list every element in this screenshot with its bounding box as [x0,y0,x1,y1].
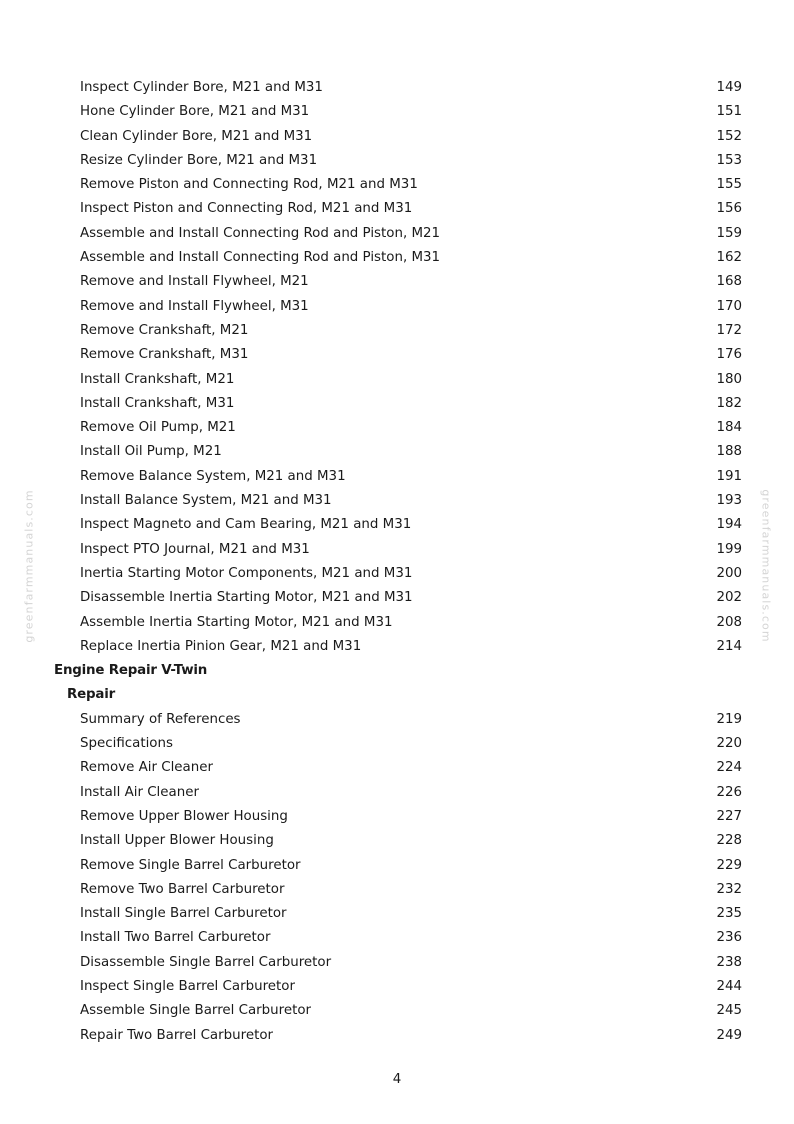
toc-entry-title: Remove Air Cleaner [80,760,213,776]
toc-entry-title: Remove Crankshaft, M31 [80,347,249,363]
toc-entry[interactable] [0,902,794,926]
watermark-right: greenfarmmanuals.com [759,489,773,643]
toc-entry[interactable] [0,1024,794,1048]
toc-entry-page-number: 227 [716,808,742,824]
toc-entry-page-number: 184 [716,420,742,436]
toc-entry-page-number: 151 [716,104,742,120]
toc-entry-title: Clean Cylinder Bore, M21 and M31 [80,128,313,144]
toc-entry-title: Install Crankshaft, M31 [80,395,235,411]
toc-entry[interactable] [0,829,794,853]
toc-entry-page-number: 226 [716,784,742,800]
toc-entry[interactable] [0,100,794,124]
toc-entry[interactable] [0,270,794,294]
toc-entry-page-number: 224 [716,760,742,776]
toc-entry-title: Remove Oil Pump, M21 [80,420,236,436]
toc-entry[interactable] [0,392,794,416]
toc-entry-title: Repair [67,687,116,703]
toc-entry-title: Remove and Install Flywheel, M21 [80,274,309,290]
toc-entry-title: Install Oil Pump, M21 [80,444,222,460]
toc-entry-page-number: 245 [716,1003,742,1019]
toc-entry-title: Inspect Magneto and Cam Bearing, M21 and M31 [80,517,412,533]
toc-entry[interactable] [0,708,794,732]
toc-entry-title: Install Crankshaft, M21 [80,371,235,387]
toc-entry-page-number: 214 [716,638,742,654]
toc-entry-page-number: 149 [716,80,742,95]
toc-entry[interactable] [0,513,794,537]
toc-entry[interactable] [0,732,794,756]
toc-entry[interactable] [0,878,794,902]
toc-section-heading [0,659,794,683]
toc-entry-title: Assemble and Install Connecting Rod and Piston, M31 [80,250,441,266]
toc-entry[interactable] [0,76,794,100]
toc-entry[interactable] [0,805,794,829]
toc-entry[interactable] [0,781,794,805]
toc-entry[interactable] [0,246,794,270]
page-number: 4 [392,1072,402,1087]
toc-entry-page-number: 238 [716,954,742,970]
toc-entry-title: Inspect Cylinder Bore, M21 and M31 [80,80,323,95]
toc-entry-page-number: 172 [716,322,742,338]
toc-entry-page-number: 170 [716,298,742,314]
toc-entry-page-number: 188 [716,444,742,460]
toc-entry-title: Inspect Piston and Connecting Rod, M21 and M31 [80,201,413,217]
toc-entry-title: Install Two Barrel Carburetor [80,930,271,946]
toc-entry[interactable] [0,295,794,319]
toc-entry-page-number: 228 [716,833,742,849]
toc-entry-title: Remove Balance System, M21 and M31 [80,468,346,484]
toc-entry[interactable] [0,465,794,489]
toc-entry[interactable] [0,125,794,149]
toc-entry-page-number: 200 [716,565,742,581]
toc-entry-page-number: 176 [716,347,742,363]
toc-entry-title: Engine Repair V-Twin [54,663,208,679]
toc-entry[interactable] [0,635,794,659]
toc-entry-page-number: 153 [716,152,742,168]
toc-entry[interactable] [0,975,794,999]
toc-entry[interactable] [0,416,794,440]
toc-entry-title: Remove and Install Flywheel, M31 [80,298,309,314]
toc-entry-title: Assemble Inertia Starting Motor, M21 and M31 [80,614,393,630]
watermark-left: greenfarmmanuals.com [22,489,36,643]
toc-entry-title: Inspect PTO Journal, M21 and M31 [80,541,310,557]
toc-entry[interactable] [0,343,794,367]
toc-entry-title: Resize Cylinder Bore, M21 and M31 [80,152,318,168]
toc-entry-title: Remove Two Barrel Carburetor [80,881,285,897]
toc-entry-title: Disassemble Single Barrel Carburetor [80,954,332,970]
toc-entry-page-number: 156 [716,201,742,217]
toc-entry[interactable] [0,149,794,173]
toc-entry[interactable] [0,926,794,950]
toc-entry-page-number: 235 [716,906,742,922]
toc-entry-page-number: 155 [716,177,742,193]
toc-entry-page-number: 168 [716,274,742,290]
toc-entry-title: Remove Piston and Connecting Rod, M21 and M31 [80,177,418,193]
toc-entry-title: Assemble Single Barrel Carburetor [80,1003,312,1019]
toc-entry[interactable] [0,538,794,562]
toc-entry[interactable] [0,999,794,1023]
toc-entry-title: Disassemble Inertia Starting Motor, M21 and M31 [80,590,413,606]
toc-entry-page-number: 232 [716,881,742,897]
toc-entry-page-number: 208 [716,614,742,630]
toc-entry-page-number: 191 [716,468,742,484]
toc-entry-title: Assemble and Install Connecting Rod and Piston, M21 [80,225,441,241]
toc-entry[interactable] [0,368,794,392]
table-of-contents [0,76,794,1048]
toc-entry-page-number: 236 [716,930,742,946]
toc-entry-page-number: 229 [716,857,742,873]
toc-entry[interactable] [0,562,794,586]
toc-entry[interactable] [0,489,794,513]
toc-entry-page-number: 193 [716,493,742,509]
toc-entry-title: Remove Crankshaft, M21 [80,322,249,338]
toc-entry-title: Remove Upper Blower Housing [80,808,288,824]
toc-entry[interactable] [0,319,794,343]
toc-entry[interactable] [0,222,794,246]
toc-entry-page-number: 194 [716,517,742,533]
toc-entry[interactable] [0,611,794,635]
toc-entry-title: Install Balance System, M21 and M31 [80,493,332,509]
toc-entry-page-number: 199 [716,541,742,557]
toc-entry-page-number: 220 [716,736,742,752]
toc-entry[interactable] [0,586,794,610]
toc-entry-title: Inertia Starting Motor Components, M21 and M31 [80,565,413,581]
toc-entry-title: Inspect Single Barrel Carburetor [80,978,295,994]
toc-entry-page-number: 249 [716,1027,742,1043]
toc-entry-page-number: 182 [716,395,742,411]
toc-entry[interactable] [0,951,794,975]
toc-entry[interactable] [0,197,794,221]
toc-entry-title: Install Single Barrel Carburetor [80,906,287,922]
toc-entry-title: Replace Inertia Pinion Gear, M21 and M31 [80,638,362,654]
toc-entry-title: Install Air Cleaner [80,784,199,800]
toc-entry-title: Specifications [80,736,173,752]
toc-entry-page-number: 159 [716,225,742,241]
toc-entry[interactable] [0,854,794,878]
toc-entry-title: Install Upper Blower Housing [80,833,274,849]
toc-entry[interactable] [0,173,794,197]
toc-entry[interactable] [0,756,794,780]
toc-entry-page-number: 244 [716,978,742,994]
toc-entry-title: Remove Single Barrel Carburetor [80,857,301,873]
toc-entry-page-number: 202 [716,590,742,606]
toc-entry-page-number: 219 [716,711,742,727]
toc-entry-title: Repair Two Barrel Carburetor [80,1027,274,1043]
toc-subsection-heading [0,683,794,707]
toc-entry-title: Hone Cylinder Bore, M21 and M31 [80,104,310,120]
toc-entry-title: Summary of References [80,711,241,727]
toc-entry-page-number: 180 [716,371,742,387]
toc-entry[interactable] [0,440,794,464]
toc-entry-page-number: 152 [716,128,742,144]
toc-entry-page-number: 162 [716,250,742,266]
